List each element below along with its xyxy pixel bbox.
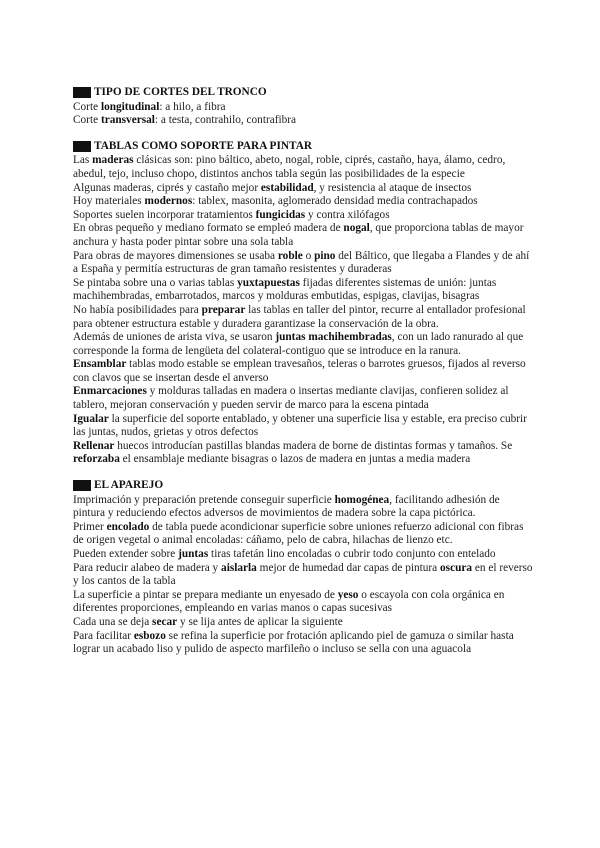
text-run: y molduras talladas en madera o insertas mediante clavijas, confieren solidez al tablero, mejoran conservación y pueden servir de marco para la escena pintada	[73, 385, 509, 412]
text-run: Imprimación y preparación pretende conseguir superficie	[73, 493, 335, 506]
text-run: fijadas diferentes sistemas de unión: juntas machihembradas, embarrotados, marcos y molduras embutidas, espigas, clavijas, bisagras	[73, 276, 497, 303]
bold-term: preparar	[201, 303, 246, 316]
paragraph	[73, 250, 533, 277]
text-run: Además de uniones de arista viva, se usaron	[73, 331, 276, 344]
text-run: o	[302, 249, 315, 262]
text-run: Para facilitar	[73, 629, 134, 642]
paragraph	[73, 101, 533, 115]
text-run: La superficie a pintar se prepara mediante un enyesado de	[73, 588, 338, 601]
bold-term: fungicidas	[255, 208, 306, 221]
text-run: , facilitando adhesión de pintura y reduciendo efectos adversos de movimientos de madera sobre la capa pictórica.	[73, 493, 500, 520]
section-tipo-de-cortes	[73, 86, 533, 128]
text-run: Para obras de mayores dimensiones se usaba	[73, 249, 278, 262]
bold-term: reforzaba	[73, 453, 120, 466]
section-title: TABLAS COMO SOPORTE PARA PINTAR	[94, 139, 313, 152]
text-run: En obras pequeño y mediano formato se empleó madera de	[73, 222, 344, 235]
text-run: clásicas son: pino báltico, abeto, nogal, roble, ciprés, castaño, haya, álamo, cedro, abedul, tejo, incluso chopo, distintos anchos tabla según las posibilidades de la especie	[73, 154, 506, 180]
paragraph	[73, 440, 533, 467]
black-block-icon	[73, 87, 91, 98]
paragraph	[73, 413, 533, 440]
bold-term: juntas machihembradas	[275, 331, 392, 344]
paragraph	[73, 385, 533, 412]
bold-term: Rellenar	[73, 439, 115, 452]
bold-term: Igualar	[73, 412, 109, 425]
text-run: : a hilo, a fibra	[159, 100, 226, 113]
text-run: , que proporciona tablas de mayor anchura y hasta poder pintar sobre una sola tabla	[73, 222, 524, 248]
paragraph-list	[73, 101, 533, 128]
text-run: de tabla puede acondicionar superficie sobre uniones refuerzo adicional con fibras de origen vegetal o animal encoladas: cáñamo, pelo de cabra, hilachas de lienzo etc.	[73, 520, 524, 547]
text-run: Hoy materiales	[73, 195, 145, 208]
paragraph	[73, 277, 533, 304]
section-el-aparejo	[73, 479, 533, 657]
section-heading	[73, 479, 533, 493]
text-run: , y resistencia al ataque de insectos	[313, 181, 472, 194]
text-run: la superficie del soporte entablado, y obtener una superficie lisa y estable, era preciso cubrir las juntas, nudos, grietas y otros defectos	[73, 412, 527, 439]
bold-term: maderas	[92, 154, 134, 167]
text-run: Cada una se deja	[73, 615, 153, 628]
paragraph	[73, 494, 533, 521]
text-run: del Báltico, que llegaba a Flandes y de ahí a España y permitía estructuras de gran tamaño resistentes y duraderas	[73, 249, 530, 276]
text-run: o escayola con cola orgánica en diferentes proporciones, empleando en varias manos o capas sucesivas	[73, 588, 505, 615]
paragraph	[73, 589, 533, 616]
paragraph	[73, 616, 533, 630]
bold-term: esbozo	[133, 629, 166, 642]
section-title: EL APAREJO	[94, 479, 164, 492]
paragraph	[73, 304, 533, 331]
text-run: el ensamblaje mediante bisagras o lazos de madera en juntas a media madera	[119, 453, 471, 466]
paragraph-list	[73, 494, 533, 657]
paragraph	[73, 630, 533, 657]
bold-term: longitudinal	[100, 100, 160, 113]
bold-term: homogénea	[334, 493, 390, 506]
text-run: y se lija antes de aplicar la siguiente	[177, 615, 343, 628]
text-run: y contra xilófagos	[305, 208, 390, 221]
paragraph	[73, 222, 533, 249]
text-run: Primer	[73, 520, 107, 533]
bold-term: modernos	[144, 195, 193, 208]
text-run: Pueden extender sobre	[73, 548, 179, 560]
paragraph	[73, 548, 533, 562]
document-body	[73, 86, 533, 669]
paragraph-list	[73, 154, 533, 467]
text-run: : tablex, masonita, aglomerado densidad media contrachapados	[192, 195, 478, 208]
section-tablas-soporte	[73, 140, 533, 467]
bold-term: Ensamblar	[73, 358, 127, 371]
bold-term: transversal	[100, 114, 155, 127]
text-run: mejor de humedad dar capas de pintura	[256, 561, 441, 574]
text-run: No había posibilidades para	[73, 303, 202, 316]
bold-term: aislarla	[221, 561, 257, 574]
bold-term: nogal	[343, 222, 370, 235]
text-run: en el reverso y los cantos de la tabla	[73, 561, 533, 588]
paragraph	[73, 521, 533, 548]
text-run: las tablas en taller del pintor, recurre al entallador profesional para obtener estructura estable y duradera garantizase la conservación de la obra.	[73, 303, 526, 330]
bold-term: roble	[277, 249, 303, 262]
bold-term: juntas	[178, 548, 209, 560]
text-run: Algunas maderas, ciprés y castaño mejor	[73, 181, 261, 194]
text-run: Se pintaba sobre una o varias tablas	[73, 276, 238, 289]
paragraph	[73, 562, 533, 589]
bold-term: encolado	[106, 520, 150, 533]
section-title: TIPO DE CORTES DEL TRONCO	[94, 86, 267, 98]
text-run: se refina la superficie por frotación aplicando piel de gamuza o similar hasta lograr un acabado liso y pulido de aspecto marfileño o incluso se sella con una aguacola	[73, 629, 514, 656]
bold-term: pino	[314, 249, 336, 262]
text-run: : a testa, contrahilo, contrafibra	[154, 114, 297, 127]
paragraph	[73, 209, 533, 223]
text-run: tablas modo estable se emplean travesaños, teleras o barrotes gruesos, fijados al reverso con clavos que se insertan desde el anverso	[73, 358, 526, 384]
paragraph	[73, 195, 533, 209]
bold-term: Enmarcaciones	[73, 385, 147, 398]
bold-term: yeso	[337, 588, 359, 601]
text-run: huecos introducían pastillas blandas madera de borne de distintas formas y tamaños. Se	[114, 439, 513, 452]
text-run: Para reducir alabeo de madera y	[73, 561, 222, 574]
paragraph	[73, 358, 533, 385]
text-run: Corte	[73, 114, 101, 127]
text-run: tiras tafetán lino encoladas o cubrir todo conjunto con entelado	[208, 548, 496, 560]
bold-term: estabilidad	[260, 181, 314, 194]
bold-term: yuxtapuestas	[237, 276, 300, 289]
paragraph	[73, 182, 533, 196]
black-block-icon	[73, 480, 91, 491]
section-heading	[73, 86, 533, 100]
text-run: , con un lado ranurado al que corresponde la forma de lengüeta del colateral-contiguo que se introduce en la ranura.	[73, 331, 524, 357]
text-run: Las	[73, 154, 93, 167]
paragraph	[73, 154, 533, 181]
text-run: Soportes suelen incorporar tratamientos	[73, 208, 256, 221]
paragraph	[73, 114, 533, 128]
bold-term: oscura	[440, 561, 473, 574]
paragraph	[73, 331, 533, 358]
black-block-icon	[73, 141, 91, 152]
bold-term: secar	[152, 615, 178, 628]
text-run: Corte	[73, 100, 101, 113]
section-heading	[73, 140, 533, 154]
